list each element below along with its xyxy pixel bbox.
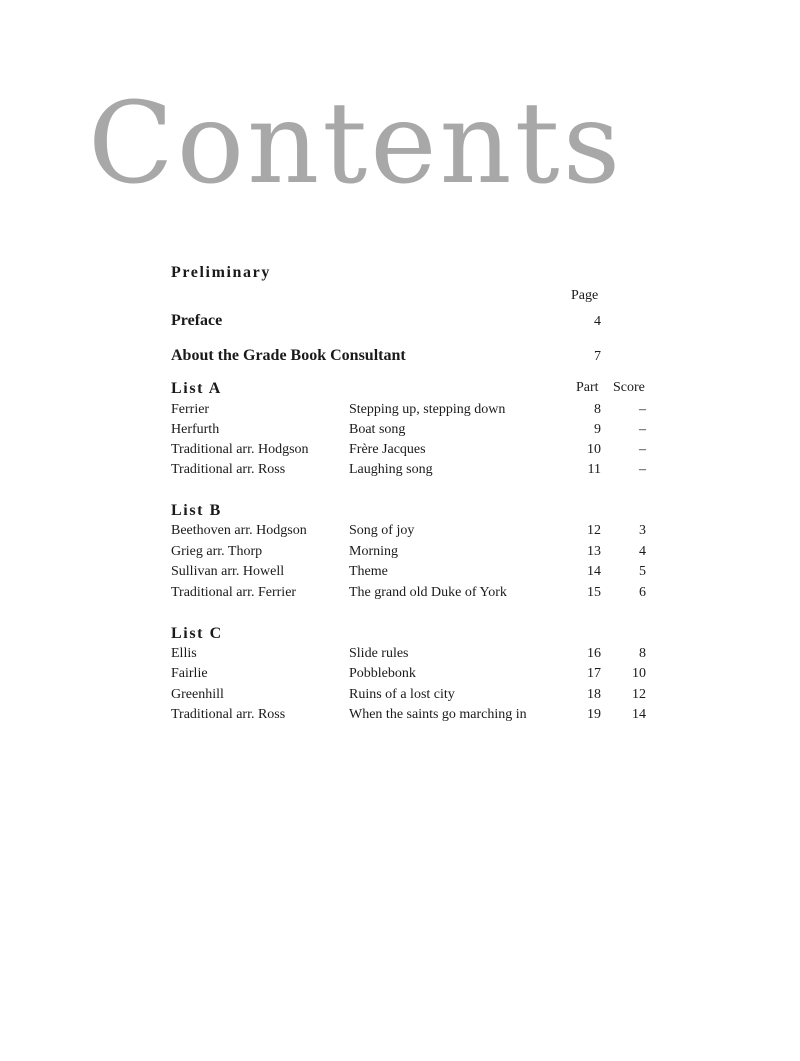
row-title: Frère Jacques [349, 442, 426, 457]
list-row[interactable] [0, 402, 800, 422]
page-title: Contents [88, 79, 624, 209]
row-title: Morning [349, 544, 398, 559]
column-label-part: Part [576, 380, 599, 395]
list-row[interactable] [0, 687, 800, 707]
row-part-page: 18 [587, 687, 601, 702]
list-row[interactable] [0, 422, 800, 442]
row-part-page: 12 [587, 523, 601, 538]
row-part-page: 9 [594, 422, 601, 437]
list-row[interactable] [0, 564, 800, 584]
row-score-page: – [639, 462, 646, 477]
entry-preface[interactable]: Preface [171, 312, 223, 329]
list-row[interactable] [0, 442, 800, 462]
row-title: Boat song [349, 422, 406, 437]
row-score-page: – [639, 442, 646, 457]
section-heading-list-a: List A [171, 380, 222, 397]
row-composer: Grieg arr. Thorp [171, 544, 263, 559]
row-score-page: 5 [639, 564, 646, 579]
row-title: Ruins of a lost city [349, 687, 455, 702]
row-part-page: 10 [587, 442, 601, 457]
list-row[interactable] [0, 585, 800, 605]
row-composer: Ferrier [171, 402, 210, 417]
column-label-page: Page [571, 288, 599, 303]
row-part-page: 11 [587, 462, 601, 477]
row-title: Theme [349, 564, 388, 579]
section-heading-list-c: List C [171, 625, 223, 642]
section-heading-preliminary: Preliminary [171, 264, 271, 281]
list-row[interactable] [0, 462, 800, 482]
row-title: When the saints go marching in [349, 707, 527, 722]
list-row[interactable] [0, 707, 800, 727]
entry-about-consultant[interactable]: About the Grade Book Consultant [171, 347, 406, 364]
row-composer: Herfurth [171, 422, 220, 437]
column-label-score: Score [613, 380, 645, 395]
row-score-page: 4 [639, 544, 646, 559]
row-composer: Sullivan arr. Howell [171, 564, 285, 579]
row-composer: Beethoven arr. Hodgson [171, 523, 307, 538]
entry-preface-page: 4 [594, 314, 601, 329]
row-score-page: 10 [632, 666, 646, 681]
row-part-page: 13 [587, 544, 601, 559]
row-score-page: 14 [632, 707, 646, 722]
row-composer: Fairlie [171, 666, 208, 681]
row-composer: Traditional arr. Ross [171, 462, 286, 477]
row-composer: Traditional arr. Ferrier [171, 585, 297, 600]
row-composer: Traditional arr. Hodgson [171, 442, 309, 457]
row-score-page: 6 [639, 585, 646, 600]
list-row[interactable] [0, 544, 800, 564]
row-part-page: 19 [587, 707, 601, 722]
row-part-page: 8 [594, 402, 601, 417]
row-part-page: 17 [587, 666, 601, 681]
row-composer: Ellis [171, 646, 197, 661]
row-score-page: – [639, 422, 646, 437]
section-heading-list-b: List B [171, 502, 222, 519]
row-score-page: – [639, 402, 646, 417]
row-title: Slide rules [349, 646, 409, 661]
entry-about-consultant-page: 7 [594, 349, 601, 364]
row-composer: Greenhill [171, 687, 224, 702]
row-title: Pobblebonk [349, 666, 416, 681]
row-composer: Traditional arr. Ross [171, 707, 286, 722]
list-row[interactable] [0, 666, 800, 686]
row-title: Song of joy [349, 523, 415, 538]
row-title: Stepping up, stepping down [349, 402, 506, 417]
row-part-page: 14 [587, 564, 601, 579]
list-row[interactable] [0, 646, 800, 666]
row-part-page: 16 [587, 646, 601, 661]
list-row[interactable] [0, 523, 800, 543]
row-title: Laughing song [349, 462, 433, 477]
row-score-page: 12 [632, 687, 646, 702]
row-score-page: 8 [639, 646, 646, 661]
row-title: The grand old Duke of York [349, 585, 507, 600]
row-part-page: 15 [587, 585, 601, 600]
row-score-page: 3 [639, 523, 646, 538]
